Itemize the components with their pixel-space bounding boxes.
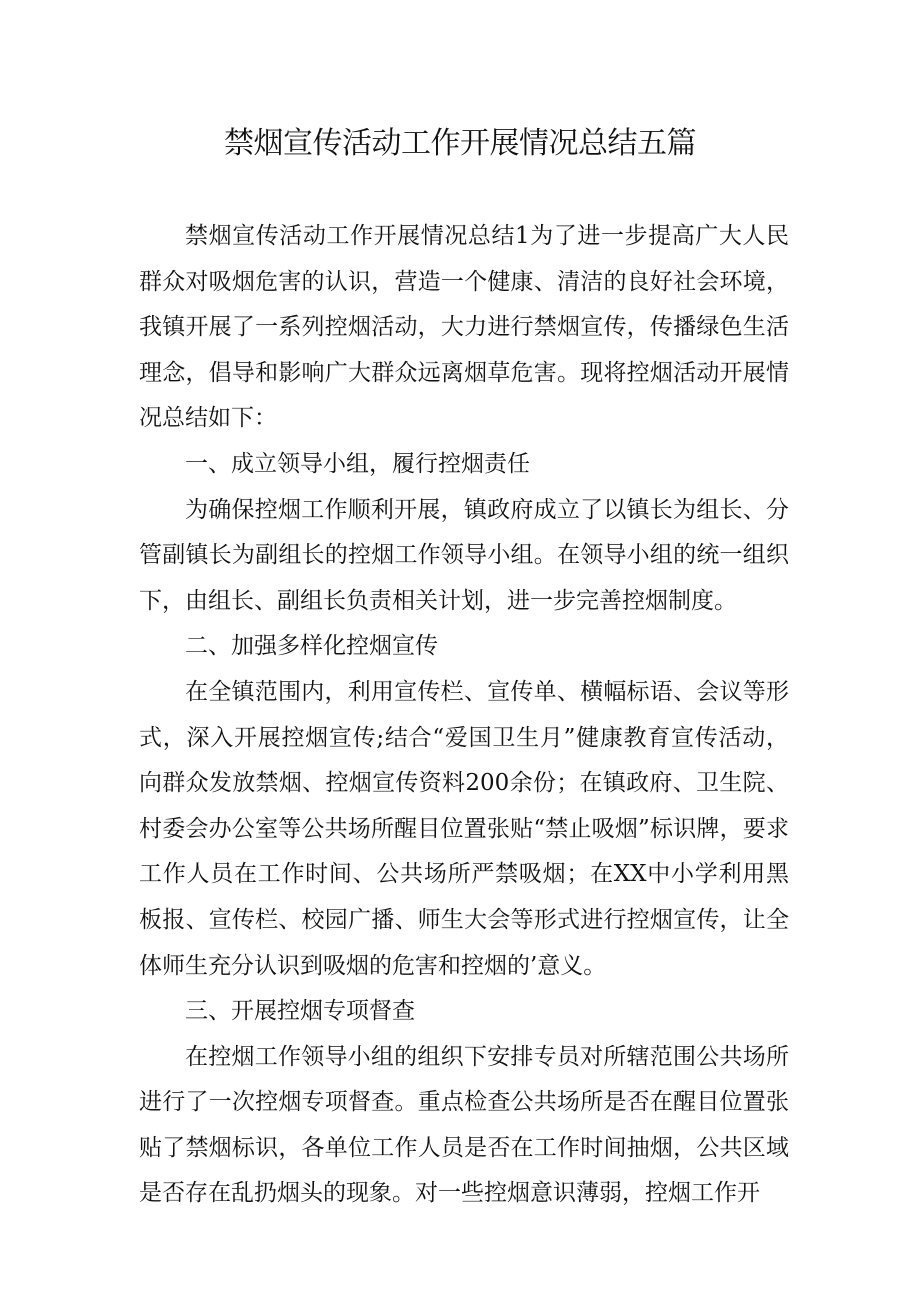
intro-paragraph: 禁烟宣传活动工作开展情况总结1为了进一步提高广大人民群众对吸烟危害的认识，营造一个健康、清洁的良好社会环境，我镇开展了一系列控烟活动，大力进行禁烟宣传，传播绿色生活理念，倡导和影响广大群众远离烟草危害。现将控烟活动开展情况总结如下： (139, 223, 789, 432)
section-heading-3: 三、开展控烟专项督查 (185, 998, 415, 1025)
section-3-paragraph: 在控烟工作领导小组的组织下安排专员对所辖范围公共场所进行了一次控烟专项督查。重点检查公共场所是否在醒目位置张贴了禁烟标识，各单位工作人员是否在工作时间抽烟，公共区域是否存在乱扔烟头的现象。对一些控烟意识薄弱，控烟工作开 (139, 1043, 789, 1207)
section-heading-1: 一、成立领导小组，履行控烟责任 (185, 450, 530, 477)
section-2-paragraph: 在全镇范围内，利用宣传栏、宣传单、横幅标语、会议等形式，深入开展控烟宣传;结合“爱国卫生月”健康教育宣传活动，向群众发放禁烟、控烟宣传资料200余份；在镇政府、卫生院、村委会办公室等公共场所醒目位置张贴“禁止吸烟”标识牌，要求工作人员在工作时间、公共场所严禁吸烟；在XX中小学利用黑板报、宣传栏、校园广播、师生大会等形式进行控烟宣传，让全体师生充分认识到吸烟的危害和控烟的’意义。 (139, 678, 789, 979)
document-title: 禁烟宣传活动工作开展情况总结五篇 (224, 126, 696, 161)
document-body (139, 214, 789, 1217)
section-heading-2: 二、加强多样化控烟宣传 (185, 633, 438, 660)
section-1-paragraph: 为确保控烟工作顺利开展，镇政府成立了以镇长为组长、分管副镇长为副组长的控烟工作领导小组。在领导小组的统一组织下，由组长、副组长负责相关计划，进一步完善控烟制度。 (139, 496, 789, 614)
